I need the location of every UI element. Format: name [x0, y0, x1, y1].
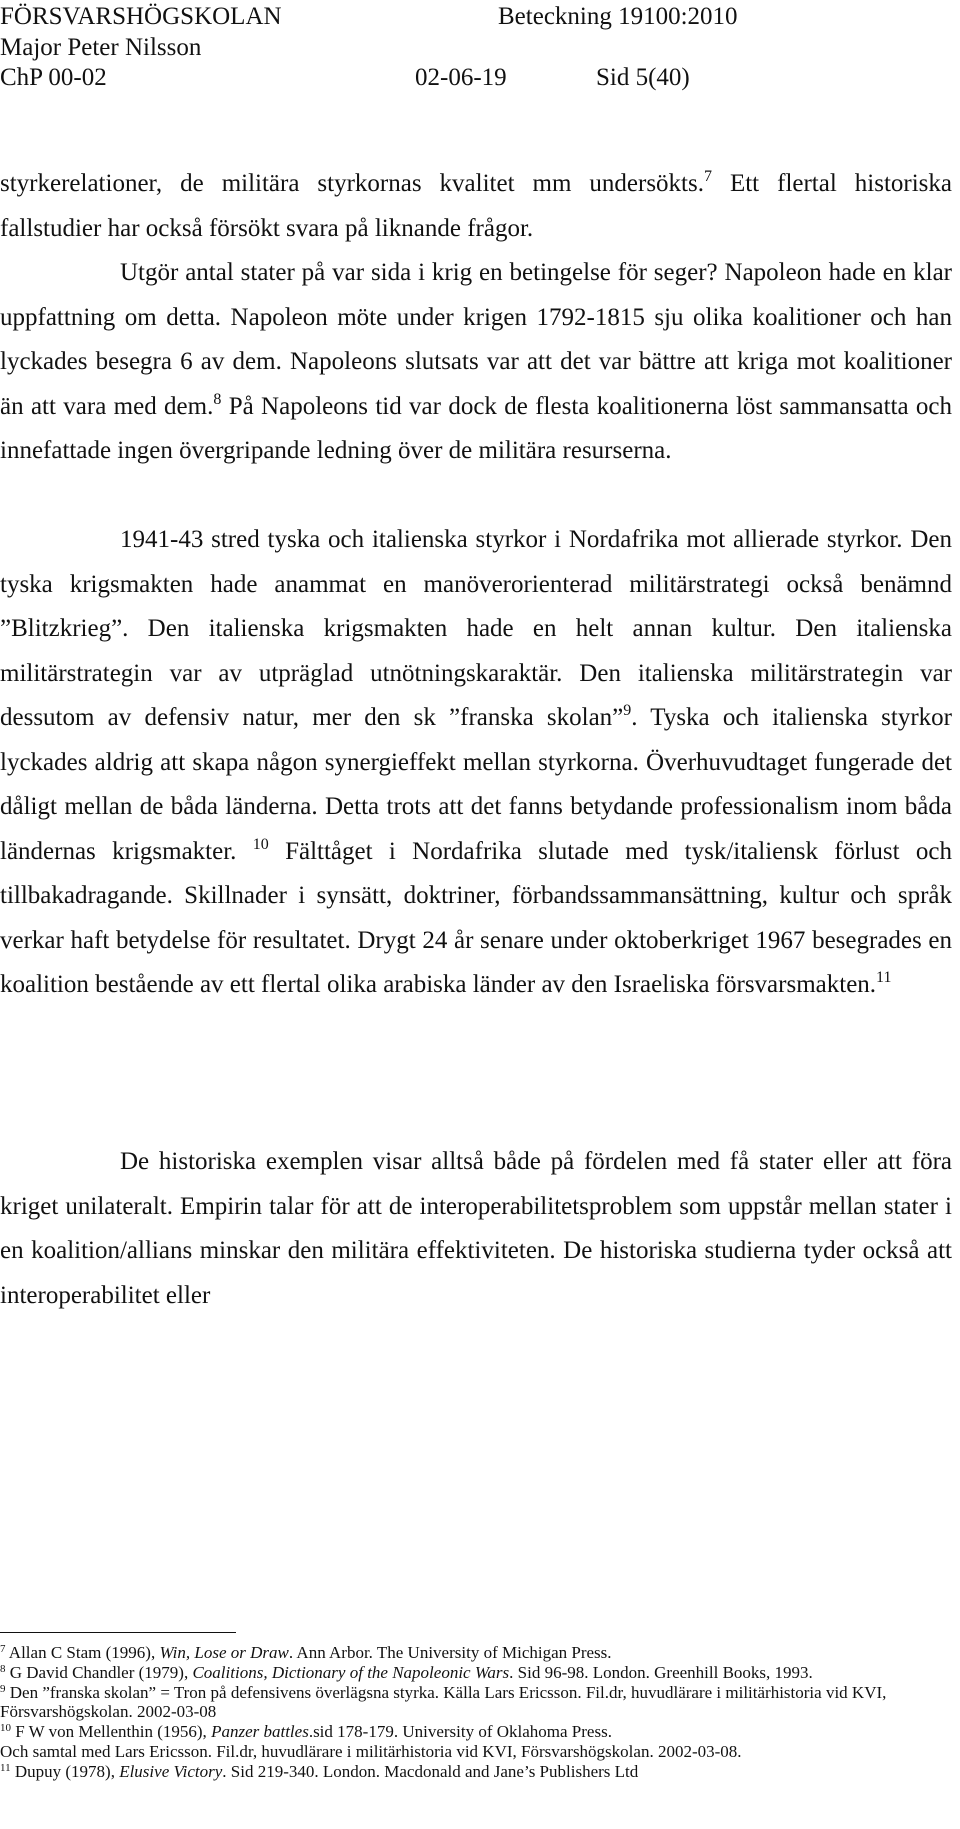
footnote-7: $^7$ Allan C Stam (1996), Win, Lose or Draw. Ann Arbor. The University of Michigan Press.	[0, 1643, 612, 1662]
paragraph-1: styrkerelationer, de militära styrkornas kvalitet mm undersökts.$^7$ Ett flertal historiska fallstudier har också försökt svara på liknande frågor.	[0, 168, 953, 242]
footnote-ref-11[interactable]: 11	[876, 969, 892, 986]
footnotes	[0, 1643, 956, 1782]
header-page-number: Sid 5(40)	[596, 64, 690, 91]
footnote-10: $^{10}$ F W von Mellenthin (1956), Panzer battles.sid 178-179. University of Oklahoma Press. Och samtal med Lars Ericsson. Fil.dr, huvudlärare i militärhistoria vid KVI, Försvarshögskolan. 2002-03-08.	[0, 1722, 742, 1761]
paragraph-4: De historiska exemplen visar alltså både på fördelen med få stater eller att föra kriget unilateralt. Empirin talar för att de interoperabilitetsproblem som uppstår mellan stater i en koalition/allians minskar den militära effektiviteten. De historiska studierna tyder också att interoperabilitet eller	[0, 1148, 952, 1309]
footnote-separator	[0, 1632, 236, 1633]
footnote-ref-9[interactable]: 9	[623, 702, 632, 719]
header-course: ChP 00-02	[0, 64, 107, 91]
paragraph-2: Utgör antal stater på var sida i krig en betingelse för seger? Napoleon hade en klar uppfattning om detta. Napoleon möte under krigen 1792-1815 sju olika koalitioner och han lyckades besegra 6 av dem. Napoleons slutsats var att det var bättre att kriga mot koalitioner än att vara med dem.$^8$ På Napoleons tid var dock de flesta koalitionerna löst sammansatta och innefattade ingen övergripande ledning över de militära resurserna.	[0, 259, 952, 464]
header-date: 02-06-19	[415, 64, 507, 91]
footnote-11: $^{11}$ Dupuy (1978), Elusive Victory. Sid 219-340. London. Macdonald and Jane’s Publishers Ltd	[0, 1761, 639, 1781]
footnote-ref-7[interactable]: 7	[703, 168, 712, 185]
header-author: Major Peter Nilsson	[0, 34, 202, 61]
footnote-ref-8[interactable]: 8	[213, 390, 222, 408]
header-institution: FÖRSVARSHÖGSKOLAN	[0, 3, 282, 30]
footnote-8: $^8$ G David Chandler (1979), Coalitions, Dictionary of the Napoleonic Wars. Sid 96-98. London. Greenhill Books, 1993.	[0, 1662, 813, 1682]
footnote-9: $^9$ Den ”franska skolan” = Tron på defensivens överlägsna styrka. Källa Lars Ericsson. Fil.dr, huvudlärare i militärhistoria vid KVI, Försvarshögskolan. 2002-03-08	[0, 1682, 887, 1722]
paragraph-3: 1941-43 stred tyska och italienska styrkor i Nordafrika mot allierade styrkor. Den tyska krigsmakten hade anammat en manöverorienterad militärstrategi också benämnd ”Blitzkrieg”. Den italienska krigsmakten hade en helt annan kultur. Den italienska militärstrategin var av utpräglad utnötningskaraktär. Den italienska militärstrategin var dessutom av defensiv natur, mer den sk ”franska skolan”$^9$. Tyska och italienska styrkor lyckades aldrig att skapa någon synergieffekt mellan styrkorna. Överhuvudtaget fungerade det dåligt mellan de båda länderna. Detta trots att det fanns betydande professionalism inom båda ländernas krigsmakter. $^{10}$ Fälttåget i Nordafrika slutade med tysk/italiensk förlust och tillbakadragande. Skillnader i synsätt, doktriner, förbandssammansättning, kultur och språk verkar haft betydelse för resultatet. Drygt 24 år senare under oktoberkriget 1967 besegrades en koalition bestående av ett flertal olika arabiska länder av den Israeliska försvarsmakten.$^{11}$	[0, 526, 953, 998]
footnote-ref-10[interactable]: 10	[252, 835, 269, 853]
header-designation: Beteckning 19100:2010	[498, 3, 738, 30]
